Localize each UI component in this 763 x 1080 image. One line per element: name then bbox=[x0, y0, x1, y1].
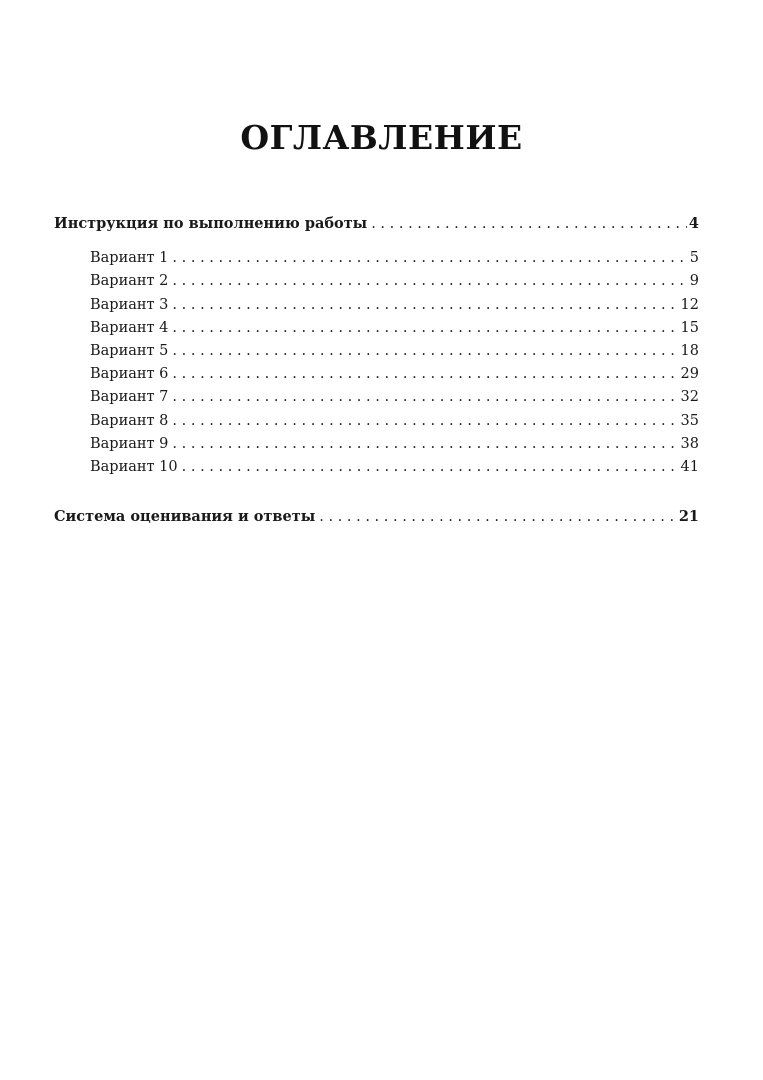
toc-entry-variant-3[interactable] bbox=[54, 294, 699, 317]
toc-entry-page: 35 bbox=[680, 412, 699, 429]
toc-entry-label: Вариант 8 bbox=[90, 412, 169, 429]
table-of-contents bbox=[54, 212, 699, 528]
dot-leader bbox=[172, 433, 678, 456]
dot-leader bbox=[172, 363, 678, 386]
toc-entry-page: 15 bbox=[680, 319, 699, 336]
dot-leader bbox=[172, 294, 678, 317]
toc-entry-page: 9 bbox=[689, 273, 699, 290]
toc-entry-label: Вариант 6 bbox=[90, 366, 169, 383]
dot-leader bbox=[172, 270, 687, 293]
dot-leader bbox=[172, 386, 678, 409]
toc-entry-label: Система оценивания и ответы bbox=[54, 508, 316, 526]
toc-entry-page: 5 bbox=[689, 250, 699, 267]
dot-leader bbox=[172, 247, 687, 270]
toc-entry-page: 12 bbox=[680, 296, 699, 313]
toc-entry-variant-6[interactable] bbox=[54, 363, 699, 386]
toc-entry-page: 21 bbox=[678, 508, 699, 526]
toc-entry-page: 29 bbox=[680, 366, 699, 383]
toc-entry-label: Вариант 2 bbox=[90, 273, 169, 290]
dot-leader bbox=[319, 506, 677, 529]
toc-entry-page: 4 bbox=[688, 215, 699, 232]
toc-entry-label: Вариант 5 bbox=[90, 342, 169, 359]
toc-entry-variant-7[interactable] bbox=[54, 386, 699, 409]
toc-entry-label: Вариант 10 bbox=[90, 458, 178, 475]
toc-entry-variant-1[interactable] bbox=[54, 247, 699, 270]
dot-leader bbox=[182, 456, 679, 479]
toc-entry-page: 32 bbox=[680, 389, 699, 406]
toc-entry-label: Вариант 1 bbox=[90, 250, 169, 267]
toc-entry-variant-10[interactable] bbox=[54, 456, 699, 479]
toc-entry-variant-8[interactable] bbox=[54, 410, 699, 433]
toc-entry-label: Вариант 7 bbox=[90, 389, 169, 406]
dot-leader bbox=[371, 213, 687, 236]
spacer bbox=[54, 479, 699, 505]
spacer bbox=[54, 235, 699, 247]
toc-entry-variant-4[interactable] bbox=[54, 317, 699, 340]
toc-entry-label: Вариант 9 bbox=[90, 435, 169, 452]
toc-entry-grading[interactable] bbox=[54, 505, 699, 528]
toc-entry-variant-9[interactable] bbox=[54, 433, 699, 456]
toc-entry-page: 38 bbox=[680, 435, 699, 452]
toc-entry-page: 41 bbox=[680, 458, 699, 475]
toc-entry-instruction[interactable] bbox=[54, 212, 699, 235]
dot-leader bbox=[172, 317, 678, 340]
toc-entry-label: Вариант 4 bbox=[90, 319, 169, 336]
dot-leader bbox=[172, 340, 678, 363]
toc-entry-label: Вариант 3 bbox=[90, 296, 169, 313]
toc-entry-variant-2[interactable] bbox=[54, 270, 699, 293]
toc-entry-variant-5[interactable] bbox=[54, 340, 699, 363]
toc-entry-page: 18 bbox=[680, 342, 699, 359]
dot-leader bbox=[172, 410, 678, 433]
page-title: ОГЛАВЛЕНИЕ bbox=[240, 118, 523, 157]
toc-entry-label: Инструкция по выполнению работы bbox=[54, 215, 368, 232]
